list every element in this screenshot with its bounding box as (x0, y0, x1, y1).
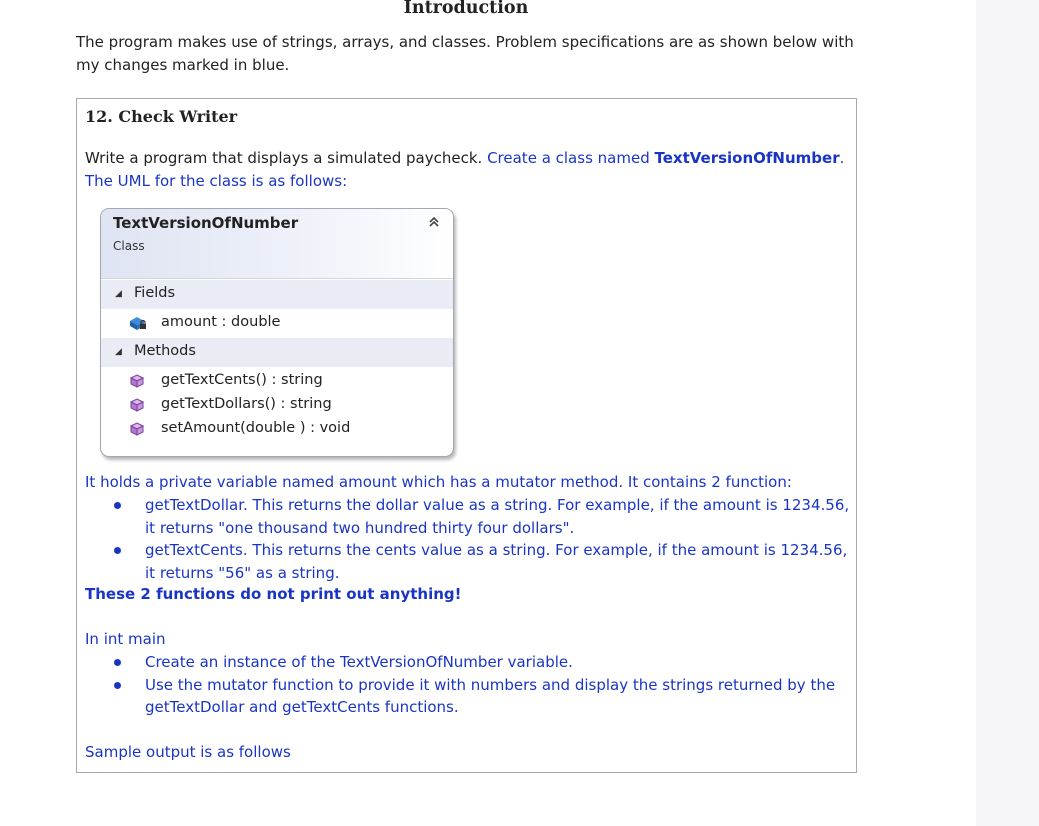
bullet-text: getTextCents. This returns the cents value as a string. For example, if the amount is 1234.56, it returns "56" as a string. (145, 541, 848, 582)
sample-output-label: Sample output is as follows (85, 743, 291, 761)
uml-header (101, 209, 453, 279)
uml-methods-section[interactable] (101, 338, 453, 367)
uml-field-text: amount : double (161, 314, 281, 330)
expand-triangle-icon[interactable]: ◢ (115, 347, 122, 357)
problem-intro-paragraph (85, 147, 850, 193)
side-panel (976, 0, 1039, 826)
uml-methods-label: Methods (134, 343, 196, 359)
list-item (85, 651, 850, 674)
uml-method-row (101, 394, 453, 417)
class-name-text: TextVersionOfNumber (654, 149, 840, 167)
list-item (85, 494, 850, 539)
uml-fields-label: Fields (134, 285, 176, 301)
uml-class-kind: Class (113, 239, 145, 253)
uml-method-row (101, 370, 453, 393)
public-method-icon (128, 420, 148, 438)
uml-method-row (101, 418, 453, 441)
uml-method-text: getTextDollars() : string (161, 396, 332, 412)
create-class-text: Create a class named (487, 149, 655, 167)
function-bullet-list (85, 494, 850, 584)
uml-method-text: getTextCents() : string (161, 372, 323, 388)
public-method-icon (128, 372, 148, 390)
list-item (85, 539, 850, 584)
intro-heading: Introduction (403, 0, 529, 18)
bullet-icon (114, 547, 121, 554)
holds-paragraph: It holds a private variable named amount which has a mutator method. It contains 2 function: (85, 473, 792, 491)
uml-class-diagram (100, 208, 454, 457)
bullet-text: getTextDollar. This returns the dollar value as a string. For example, if the amount is 1234.56, it returns "one thousand two hundred thirty four dollars". (145, 496, 850, 537)
main-bullet-list (85, 651, 850, 719)
private-field-icon (128, 314, 148, 332)
bullet-icon (114, 502, 121, 509)
write-text: Write a program that displays a simulated paycheck. (85, 149, 488, 167)
no-print-note: These 2 functions do not print out anything! (85, 585, 462, 603)
bullet-icon (114, 659, 121, 666)
uml-field-row (101, 312, 453, 335)
problem-title: 12. Check Writer (85, 107, 238, 126)
bullet-icon (114, 682, 121, 689)
intro-paragraph: The program makes use of strings, arrays, and classes. Problem specifications are as shown below with my changes marked in blue. (76, 33, 854, 74)
bullet-text: Create an instance of the TextVersionOfNumber variable. (145, 653, 573, 671)
uml-fields-section[interactable] (101, 280, 453, 309)
uml-class-name: TextVersionOfNumber (113, 214, 299, 232)
expand-triangle-icon[interactable]: ◢ (115, 289, 122, 299)
uml-intro-text: . The UML for the class is as follows: (85, 149, 845, 190)
public-method-icon (128, 396, 148, 414)
main-label: In int main (85, 630, 166, 648)
list-item (85, 674, 850, 719)
collapse-chevron-icon[interactable] (427, 215, 441, 232)
bullet-text: Use the mutator function to provide it with numbers and display the strings returned by the getTextDollar and getTextCents functions. (145, 675, 836, 716)
uml-method-text: setAmount(double ) : void (161, 420, 351, 436)
